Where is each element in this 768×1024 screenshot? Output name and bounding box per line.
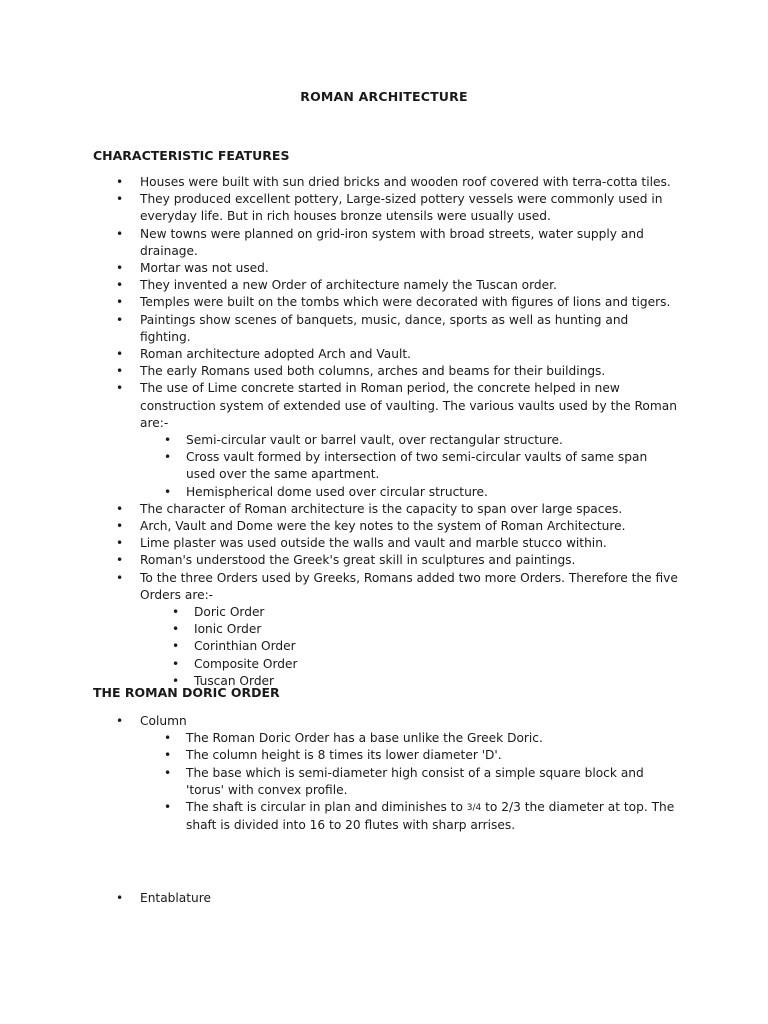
list-item: • Cross vault formed by intersection of two semi-circular vaults of same span used over the same apartment.: [186, 449, 680, 483]
list-item: • Corinthian Order: [194, 638, 680, 655]
vault-types-list: [186, 432, 680, 501]
orders-list: [194, 604, 680, 690]
list-item-text: The use of Lime concrete started in Roman period, the concrete helped in new construction system of extended use of vaulting. The various vaults used by the Roman are:-: [140, 381, 677, 430]
shaft-text-end: to 2/3 the diameter at top. The shaft is divided into 16 to 20 flutes with sharp arrises.: [186, 800, 675, 833]
list-item: • Houses were built with sun dried bricks and wooden roof covered with terra-cotta tiles.: [140, 174, 680, 191]
list-item: [186, 799, 680, 834]
list-item: • Temples were built on the tombs which were decorated with figures of lions and tigers.: [140, 294, 680, 311]
list-item: • Semi-circular vault or barrel vault, over rectangular structure.: [186, 432, 680, 449]
list-item: [140, 380, 680, 500]
list-item: • The Roman Doric Order has a base unlike the Greek Doric.: [186, 730, 680, 747]
document-title: ROMAN ARCHITECTURE: [300, 89, 468, 104]
shaft-fraction: 3/4: [466, 803, 482, 814]
list-item: • Doric Order: [194, 604, 680, 621]
doric-order-list: [140, 713, 680, 834]
list-item: • New towns were planned on grid-iron system with broad streets, water supply and drainage.: [140, 226, 680, 260]
list-item: • They invented a new Order of architecture namely the Tuscan order.: [140, 277, 680, 294]
list-item: • Lime plaster was used outside the walls and vault and marble stucco within.: [140, 535, 680, 552]
list-item: • The base which is semi-diameter high consist of a simple square block and 'torus' with convex profile.: [186, 765, 680, 799]
list-item: • Roman's understood the Greek's great skill in sculptures and paintings.: [140, 552, 680, 569]
list-item: [140, 570, 680, 690]
list-item: • They produced excellent pottery, Large-sized pottery vessels were commonly used in everyday life. But in rich houses bronze utensils were usually used.: [140, 191, 680, 225]
list-item: • Entablature: [140, 890, 680, 907]
section-heading-roman-doric-order: THE ROMAN DORIC ORDER: [93, 685, 280, 700]
list-item: • Hemispherical dome used over circular structure.: [186, 484, 680, 501]
entablature-list: [140, 890, 680, 907]
list-item: • The early Romans used both columns, arches and beams for their buildings.: [140, 363, 680, 380]
shaft-text-start: The shaft is circular in plan and diminishes to: [186, 800, 467, 815]
list-item: • Arch, Vault and Dome were the key notes to the system of Roman Architecture.: [140, 518, 680, 535]
list-item: [140, 713, 680, 834]
column-details-list: [186, 730, 680, 834]
list-item: • Paintings show scenes of banquets, music, dance, sports as well as hunting and fighting.: [140, 312, 680, 346]
list-item: • The character of Roman architecture is the capacity to span over large spaces.: [140, 501, 680, 518]
characteristic-features-list: [140, 174, 680, 690]
list-item: • Roman architecture adopted Arch and Vault.: [140, 346, 680, 363]
list-item: • Tuscan Order: [194, 673, 680, 690]
list-item: • The column height is 8 times its lower diameter 'D'.: [186, 747, 680, 764]
column-label: Column: [140, 714, 187, 728]
list-item: • Composite Order: [194, 656, 680, 673]
list-item: • Ionic Order: [194, 621, 680, 638]
list-item: • Mortar was not used.: [140, 260, 680, 277]
list-item-text: To the three Orders used by Greeks, Romans added two more Orders. Therefore the five Orders are:-: [140, 570, 678, 602]
section-heading-characteristic-features: CHARACTERISTIC FEATURES: [93, 148, 290, 163]
